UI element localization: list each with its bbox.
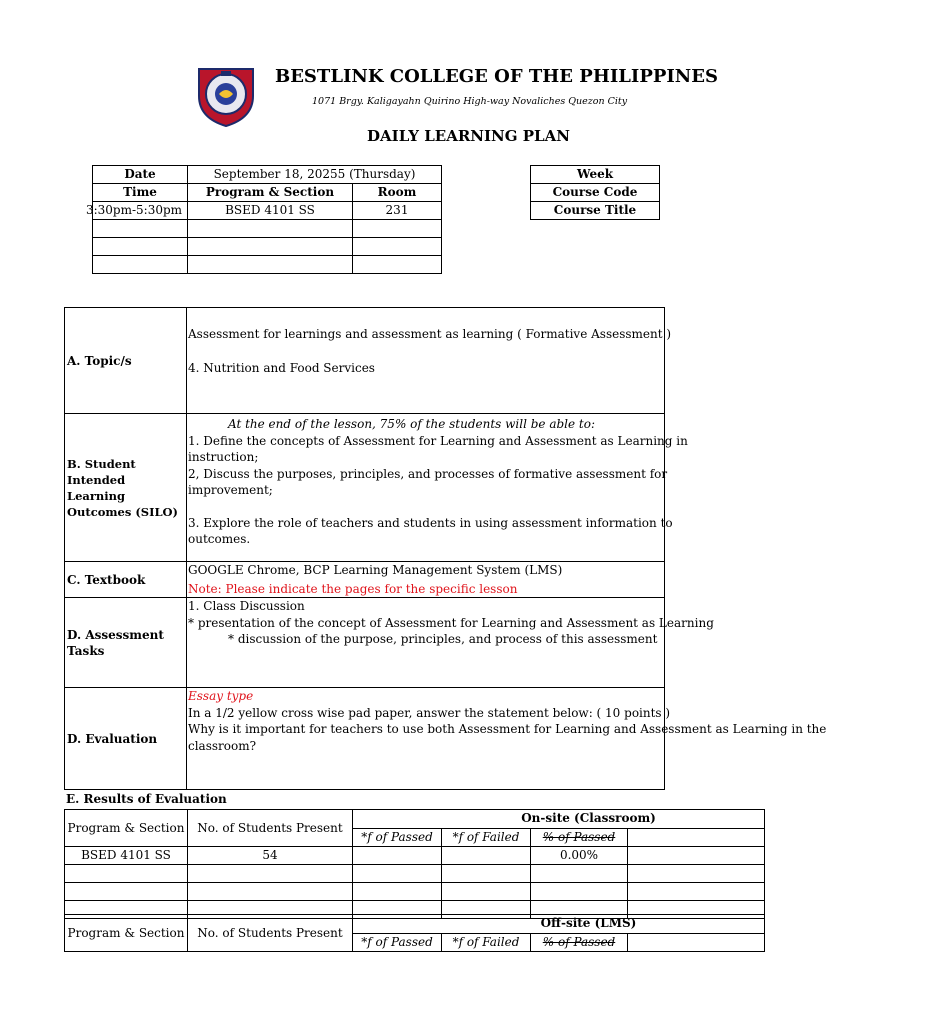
empty-cell xyxy=(188,238,353,256)
date-value: September 18, 20255 (Thursday) xyxy=(188,166,442,184)
evaluation-line: classroom? xyxy=(188,738,257,753)
failed-header: *f of Failed xyxy=(442,828,531,847)
empty-cell xyxy=(188,256,353,274)
empty-cell xyxy=(531,865,628,883)
percent-passed-header: % of Passed xyxy=(531,933,628,952)
assessment-line: * discussion of the purpose, principles, and process of this assessment xyxy=(228,632,658,646)
textbook-content xyxy=(187,562,665,598)
room-label: Room xyxy=(353,184,442,202)
passed-header: *f of Passed xyxy=(353,828,442,847)
assessment-line: 1. Class Discussion xyxy=(188,599,305,613)
evaluation-content xyxy=(187,688,827,790)
empty-cell xyxy=(353,847,442,865)
empty-cell xyxy=(442,847,531,865)
empty-cell xyxy=(353,238,442,256)
empty-cell xyxy=(628,865,765,883)
offsite-results-table xyxy=(64,914,765,952)
topic-content xyxy=(187,308,672,414)
silo-item: improvement; xyxy=(188,483,273,497)
offsite-header: Off-site (LMS) xyxy=(353,915,765,934)
percent-passed-header: % of Passed xyxy=(531,828,628,847)
students-header: No. of Students Present xyxy=(188,810,353,847)
onsite-header: On-site (Classroom) xyxy=(353,810,765,829)
textbook-value: GOOGLE Chrome, BCP Learning Management System (LMS) xyxy=(188,563,563,577)
silo-item: 2, Discuss the purposes, principles, and processes of formative assessment for xyxy=(188,466,668,481)
empty-cell xyxy=(442,865,531,883)
silo-content xyxy=(187,414,688,562)
evaluation-type: Essay type xyxy=(188,689,254,703)
empty-cell xyxy=(628,828,765,847)
college-address: 1071 Brgy. Kaligayahn Quirino High-way Novaliches Quezon City xyxy=(312,96,628,107)
empty-cell xyxy=(353,256,442,274)
empty-cell xyxy=(442,883,531,901)
empty-cell xyxy=(65,865,188,883)
empty-cell xyxy=(353,220,442,238)
silo-intro: At the end of the lesson, 75% of the students will be able to: xyxy=(228,417,595,431)
week-label: Week xyxy=(531,166,660,184)
assessment-label: D. Assessment Tasks xyxy=(65,598,187,688)
program-label: Program & Section xyxy=(188,184,353,202)
silo-item: 1. Define the concepts of Assessment for Learning and Assessment as Learning in xyxy=(188,433,688,448)
empty-cell xyxy=(188,883,353,901)
silo-item: outcomes. xyxy=(188,532,251,546)
course-table xyxy=(530,165,660,220)
topic-line: 4. Nutrition and Food Services xyxy=(188,360,375,375)
course-title-label: Course Title xyxy=(531,202,660,220)
silo-label: B. Student Intended Learning Outcomes (SILO) xyxy=(65,414,187,562)
date-label: Date xyxy=(93,166,188,184)
evaluation-line: In a 1/2 yellow cross wise pad paper, answer the statement below: ( 10 points ) xyxy=(188,705,671,720)
empty-cell xyxy=(188,865,353,883)
program-header: Program & Section xyxy=(65,810,188,847)
row-program: BSED 4101 SS xyxy=(65,847,188,865)
textbook-note: Note: Please indicate the pages for the specific lesson xyxy=(188,581,518,596)
program-header: Program & Section xyxy=(65,915,188,952)
empty-cell xyxy=(628,933,765,952)
room-value: 231 xyxy=(353,202,442,220)
program-value: BSED 4101 SS xyxy=(188,202,353,220)
evaluation-label: D. Evaluation xyxy=(65,688,187,790)
empty-cell xyxy=(93,220,188,238)
topic-label: A. Topic/s xyxy=(65,308,187,414)
evaluation-line: Why is it important for teachers to use both Assessment for Learning and Assessment as Learning in the xyxy=(188,722,827,736)
passed-header: *f of Passed xyxy=(353,933,442,952)
page-title: DAILY LEARNING PLAN xyxy=(367,127,570,145)
empty-cell xyxy=(531,883,628,901)
empty-cell xyxy=(628,883,765,901)
row-students: 54 xyxy=(188,847,353,865)
row-percent: 0.00% xyxy=(531,847,628,865)
empty-cell xyxy=(188,220,353,238)
silo-item: instruction; xyxy=(188,450,259,464)
failed-header: *f of Failed xyxy=(442,933,531,952)
onsite-results-table xyxy=(64,809,765,919)
college-name: BESTLINK COLLEGE OF THE PHILIPPINES xyxy=(275,66,718,87)
students-header: No. of Students Present xyxy=(188,915,353,952)
results-title: E. Results of Evaluation xyxy=(66,792,227,806)
topic-line: Assessment for learnings and assessment as learning ( Formative Assessment ) xyxy=(188,327,672,341)
empty-cell xyxy=(353,883,442,901)
schedule-table xyxy=(85,165,442,274)
assessment-line: * presentation of the concept of Assessment for Learning and Assessment as Learning xyxy=(188,615,714,630)
textbook-label: C. Textbook xyxy=(65,562,187,598)
empty-cell xyxy=(93,256,188,274)
empty-cell xyxy=(93,238,188,256)
lesson-plan-table xyxy=(64,307,827,790)
empty-cell xyxy=(353,865,442,883)
time-label: Time xyxy=(93,184,188,202)
assessment-content xyxy=(187,598,714,688)
time-value: 3:30pm-5:30pm xyxy=(93,202,188,220)
course-code-label: Course Code xyxy=(531,184,660,202)
silo-item: 3. Explore the role of teachers and students in using assessment information to xyxy=(188,515,673,530)
empty-cell xyxy=(65,883,188,901)
empty-cell xyxy=(628,847,765,865)
